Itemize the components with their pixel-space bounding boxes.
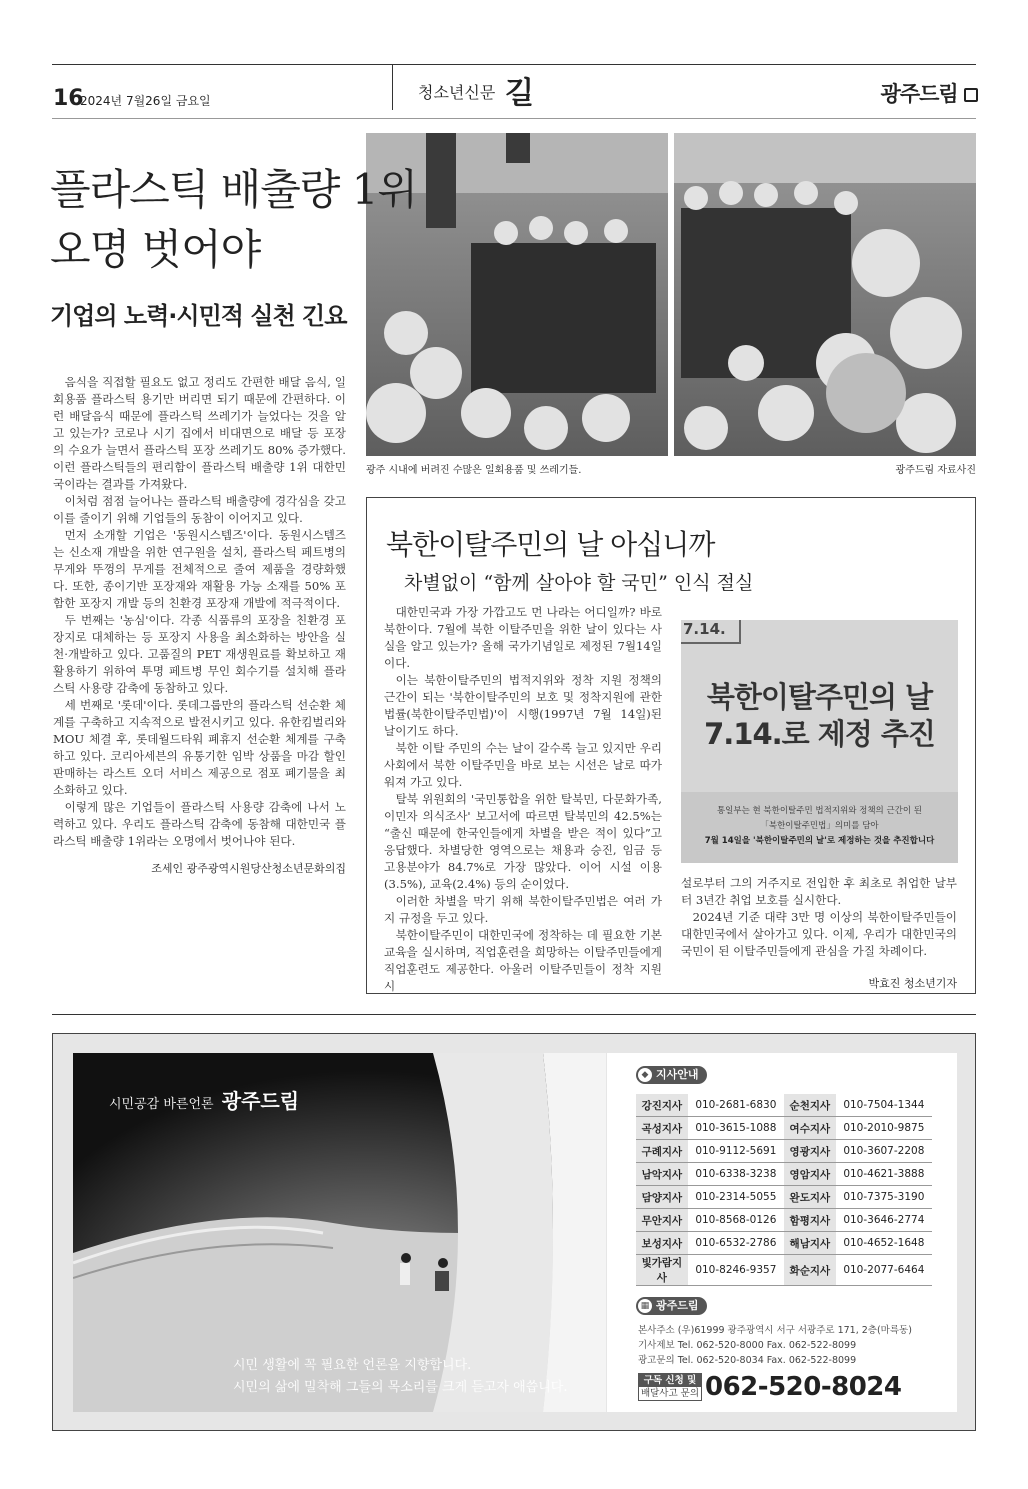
- branch-label: [636, 1066, 707, 1084]
- hq-label-text: 광주드림: [656, 1299, 699, 1312]
- inset-desc-2: 「북한이탈주민법」의미를 담아: [760, 821, 879, 831]
- building-icon: ▦: [638, 1299, 652, 1313]
- ad-slogan-text: 시민공감 바른언론: [109, 1097, 214, 1112]
- branch-name: 보성지사: [636, 1232, 688, 1255]
- ad-logo: 광주드림: [221, 1089, 300, 1113]
- paragraph: 북한이탈주민이 대한민국에 정착하는 데 필요한 기본교육을 실시하며, 직업훈련을 희망하는 이탈주민들에게 직업훈련도 제공한다. 아울러 이탈주민들이 정착 지원 시: [384, 928, 662, 993]
- branch-phone: 010-6532-2786: [688, 1232, 784, 1255]
- masthead-logo: [881, 78, 978, 108]
- box-headline: 북한이탈주민의 날 아십니까: [386, 528, 715, 561]
- subscribe-label: [638, 1373, 702, 1401]
- inset-date-tag: 7.14.: [681, 620, 741, 644]
- box-subheadline: 차별없이 “함께 살아야 할 국민” 인식 절실: [404, 572, 754, 594]
- branch-name: 무안지사: [636, 1209, 688, 1232]
- subscribe-phone: 062-520-8024: [705, 1372, 902, 1402]
- branch-phone: 010-4652-1648: [836, 1232, 932, 1255]
- branch-phone: 010-2681-6830: [688, 1094, 784, 1117]
- table-row: [636, 1140, 932, 1163]
- branch-name: 영광지사: [784, 1140, 836, 1163]
- ad-slogan: [109, 1085, 299, 1114]
- ad-photo: [73, 1053, 606, 1412]
- paragraph: 이러한 차별을 막기 위해 북한이탈주민법은 여러 가지 규정을 두고 있다.: [384, 894, 662, 925]
- hq-label: [636, 1297, 707, 1315]
- paragraph: 두 번째는 '농심'이다. 각종 식품류의 포장을 친환경 포장지로 대체하는 등 포장지 사용을 최소화하는 방안을 실천·개발하고 있다. 고품질의 PET 재생원료를 확보하고 재활용하기 위하여 투명 페트병 무인 회수기를 설치해 플라스틱 사용량 감축에 동참하고 있다.: [53, 613, 346, 695]
- table-row: [636, 1163, 932, 1186]
- box-body-column-2: [681, 875, 957, 960]
- ad-tagline-2: 시민의 삶에 밀착해 그들의 목소리를 크게 듣고자 애씁니다.: [233, 1380, 568, 1395]
- paragraph: 이는 북한이탈주민의 법적지위와 정착 지원 정책의 근간이 되는 '북한이탈주민의 보호 및 정착지원에 관한 법률(북한이탈주민법)'이 시행(1997년 7월 14일)된 날이기도 하다.: [384, 673, 662, 738]
- paragraph: 먼저 소개할 기업은 '동원시스템즈'이다. 동원시스템즈는 신소재 개발을 위한 연구원을 설치, 플라스틱 페트병의 무게와 뚜껑의 무게를 전체적으로 줄여 제품을 경량화했다. 또한, 종이기반 포장재와 재활용 가능 소재를 50% 포함한 포장지 개발 등의 친환경 포장재 개발에 적극적이다.: [53, 528, 346, 610]
- branch-phone: 010-3646-2774: [836, 1209, 932, 1232]
- branch-phone: 010-2314-5055: [688, 1186, 784, 1209]
- paragraph: 2024년 기준 대략 3만 명 이상의 북한이탈주민들이 대한민국에서 살아가고 있다. 이제, 우리가 대한민국의 국민이 된 이탈주민들에게 관심을 가질 차례이다.: [681, 910, 957, 958]
- paragraph: 이처럼 점점 늘어나는 플라스틱 배출량에 경각심을 갖고 이를 줄이기 위해 기업들의 동참이 이어지고 있다.: [53, 494, 346, 525]
- branch-phone: 010-4621-3888: [836, 1163, 932, 1186]
- table-row: [636, 1117, 932, 1140]
- hq-address: 본사주소 (우)61999 광주광역시 서구 서광주로 171, 2층(마륵동): [638, 1325, 912, 1336]
- article-body: [53, 374, 346, 850]
- branch-phone: 010-8568-0126: [688, 1209, 784, 1232]
- branch-name: 완도지사: [784, 1186, 836, 1209]
- headline-line-2: 오명 벗어야: [50, 225, 261, 274]
- branch-name: 담양지사: [636, 1186, 688, 1209]
- branch-phone: 010-3615-1088: [688, 1117, 784, 1140]
- branch-name: 함평지사: [784, 1209, 836, 1232]
- paragraph: 북한 이탈 주민의 수는 날이 갈수록 늘고 있지만 우리 사회에서 북한 이탈주민을 바로 보는 시선은 날로 따가워져 가고 있다.: [384, 741, 662, 789]
- branch-name: 순천지사: [784, 1094, 836, 1117]
- logo-box-icon: [964, 88, 978, 102]
- branch-phone: 010-6338-3238: [688, 1163, 784, 1186]
- hq-ads: 광고문의 Tel. 062-520-8034 Fax. 062-522-8099: [638, 1355, 857, 1366]
- inset-headline-2: 7.14.로 제정 추진: [704, 717, 935, 751]
- byline: 조세인 광주광역시원당산청소년문화의집: [151, 862, 346, 875]
- subscribe-line-2: 배달사고 문의: [640, 1388, 700, 1399]
- paragraph-continued: 설로부터 그의 거주지로 전입한 후 최초로 취업한 날부터 3년간 취업 보호를 실시한다.: [681, 876, 957, 907]
- subheadline: 기업의 노력·시민적 실천 긴요: [50, 302, 347, 330]
- hq-reporting: 기사제보 Tel. 062-520-8000 Fax. 062-522-8099: [638, 1340, 857, 1351]
- branch-name: 영암지사: [784, 1163, 836, 1186]
- paragraph: 대한민국과 가장 가깝고도 먼 나라는 어디일까? 바로 북한이다. 7월에 북한 이탈주민을 위한 날이 있다는 사실을 알고 있는가? 올해 국가기념일로 제정된 7월14일이다.: [384, 605, 662, 670]
- section-title: 청소년신문: [418, 83, 496, 102]
- article-photo: [366, 133, 976, 456]
- branch-phone: 010-2010-9875: [836, 1117, 932, 1140]
- branch-name: 곡성지사: [636, 1117, 688, 1140]
- issue-date: 2024년 7월26일 금요일: [80, 94, 211, 108]
- branch-phone: 010-9112-5691: [688, 1140, 784, 1163]
- branch-label-text: 지사안내: [656, 1068, 699, 1081]
- paragraph: 이렇게 많은 기업들이 플라스틱 사용량 감축에 나서 노력하고 있다. 우리도 플라스틱 감축에 동참해 대한민국 플라스틱 배출량 1위라는 오명에서 벗어나야 된다.: [53, 800, 346, 848]
- branch-name: 화순지사: [784, 1255, 836, 1286]
- ad-tagline-1: 시민 생활에 꼭 필요한 언론을 지향합니다.: [233, 1358, 472, 1373]
- table-row: [636, 1186, 932, 1209]
- inset-desc-3: 7월 14일을 '북한이탈주민의 날'로 제정하는 것을 추진합니다: [704, 836, 935, 846]
- inset-desc-1: 통일부는 현 북한이탈주민 법적지위와 정책의 근간이 된: [716, 806, 923, 816]
- branch-phone: 010-7504-1344: [836, 1094, 932, 1117]
- paragraph: 탈북 위원회의 '국민통합을 위한 탈북민, 다문화가족, 이민자 의식조사' 보고서에 따르면 탈북민의 42.5%는 “출신 때문에 한국인들에게 차별을 받은 적이 있다”고 응답했다. 차별당한 영역으로는 채용과 승진, 임금 등 고용분야가 84.7%로 가장 많았다. 이어 시설 이용(3.5%), 교육(2.4%) 등의 순이었다.: [384, 792, 662, 891]
- inset-graphic: [681, 620, 958, 863]
- branch-phone: 010-8246-9357: [688, 1255, 784, 1286]
- branch-name: 강진지사: [636, 1094, 688, 1117]
- branch-phone: 010-3607-2208: [836, 1140, 932, 1163]
- headline-line-1: 플라스틱 배출량 1위: [50, 165, 417, 214]
- branch-name: 남악지사: [636, 1163, 688, 1186]
- branch-phone: 010-7375-3190: [836, 1186, 932, 1209]
- page-number: 16: [53, 86, 84, 111]
- box-body-column-1: [384, 604, 662, 995]
- tag-icon: ◆: [638, 1068, 652, 1082]
- branch-name: 여수지사: [784, 1117, 836, 1140]
- section-title-big: 길: [505, 76, 534, 111]
- table-row: [636, 1232, 932, 1255]
- headline: [50, 160, 417, 280]
- photo-caption: 광주 시내에 버려진 수많은 일회용품 및 쓰레기들.: [366, 465, 582, 476]
- box-byline: 박효진 청소년기자: [868, 977, 957, 990]
- branch-name: 해남지사: [784, 1232, 836, 1255]
- branch-name: 구례지사: [636, 1140, 688, 1163]
- photo-credit: 광주드림 자료사진: [895, 465, 976, 476]
- paragraph: 세 번째로 '롯데'이다. 롯데그룹만의 플라스틱 선순환 체계를 구축하고 지속적으로 발전시키고 있다. 유한킴벌리와 MOU 체결 후, 롯데월드타워 폐휴지 선순환 체계를 구축하고 있다. 코리아세븐의 유통기한 임박 상품을 마감 할인 판매하는 라스트 오더 서비스 제공으로 점포 폐기물을 최소화하고 있다.: [53, 698, 346, 797]
- branch-table: [636, 1094, 932, 1286]
- table-row: [636, 1094, 932, 1117]
- branch-name: 빛가람지사: [636, 1255, 688, 1286]
- paragraph: 음식을 직접할 필요도 없고 정리도 간편한 배달 음식, 일회용품 플라스틱 용기만 버리면 되기 때문에 간편하다. 이런 배달음식 때문에 플라스틱 쓰레기가 늘었다는 것을 알고 있는가? 코로나 시기 집에서 비대면으로 배달 등 포장의 수요가 늘면서 플라스틱 포장 쓰레기도 80% 증가했다. 이런 플라스틱들의 편리함이 플라스틱 배출량 1위 대한민국이라는 결과를 가져왔다.: [53, 375, 346, 491]
- logo-text: 광주드림: [880, 82, 958, 106]
- branch-phone: 010-2077-6464: [836, 1255, 932, 1286]
- inset-headline-1: 북한이탈주민의 날: [706, 680, 933, 714]
- subscribe-line-1: 구독 신청 및: [639, 1374, 701, 1387]
- table-row: [636, 1255, 932, 1286]
- table-row: [636, 1209, 932, 1232]
